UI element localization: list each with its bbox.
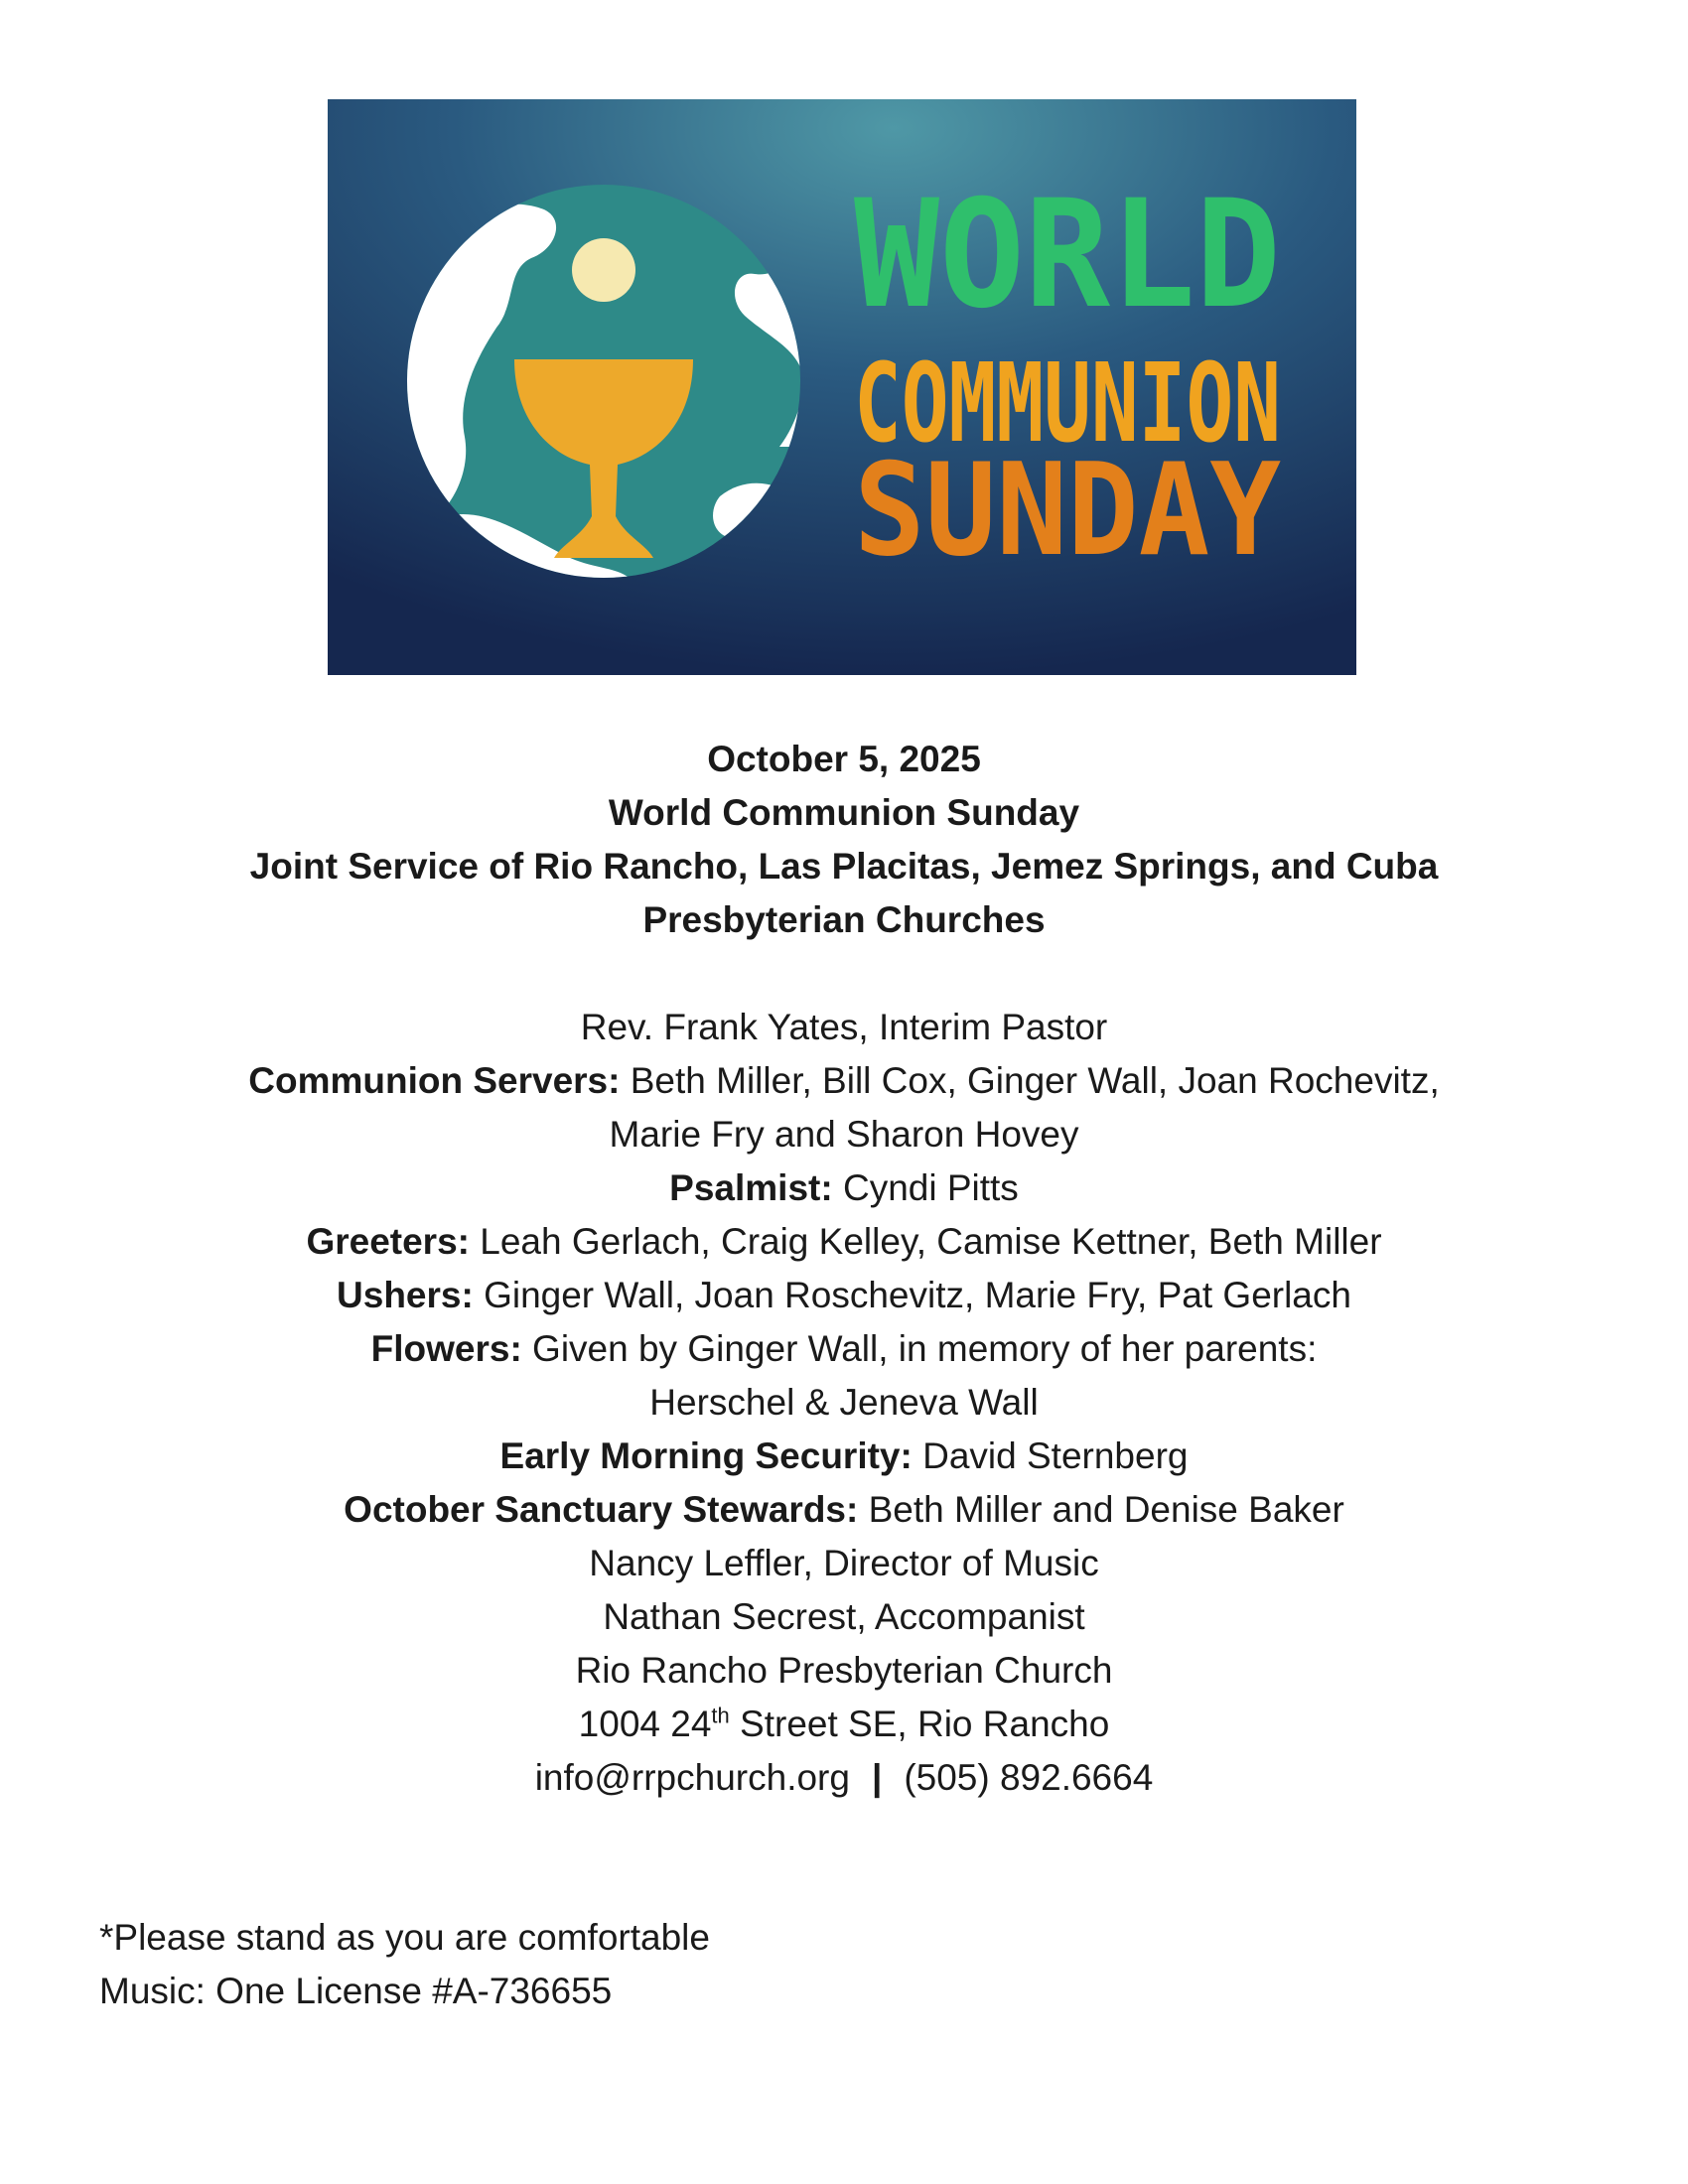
world-communion-sunday-banner bbox=[328, 99, 1356, 675]
greeters-line bbox=[0, 1215, 1688, 1269]
banner-wordmark bbox=[854, 169, 1281, 585]
service-title: World Communion Sunday bbox=[608, 792, 1080, 833]
accompanist-line: Nathan Secrest, Accompanist bbox=[603, 1596, 1085, 1637]
stewards-value: Beth Miller and Denise Baker bbox=[858, 1489, 1344, 1530]
church-address bbox=[0, 1698, 1688, 1751]
service-date: October 5, 2025 bbox=[707, 739, 981, 779]
service-subtitle-line-1: Joint Service of Rio Rancho, Las Placitas, Jemez Springs, and Cuba bbox=[249, 846, 1439, 887]
music-license: Music: One License #A-736655 bbox=[99, 1971, 613, 2011]
communion-servers-line bbox=[0, 1054, 1688, 1108]
ushers-value: Ginger Wall, Joan Roschevitz, Marie Fry, Pat Gerlach bbox=[473, 1275, 1351, 1315]
pastor-line: Rev. Frank Yates, Interim Pastor bbox=[580, 1007, 1108, 1047]
spacer bbox=[0, 947, 1688, 1001]
flowers-line bbox=[0, 1322, 1688, 1376]
wordmark-sunday: SUNDAY bbox=[854, 437, 1281, 585]
communion-servers-value: Beth Miller, Bill Cox, Ginger Wall, Joan Rochevitz, bbox=[620, 1060, 1440, 1101]
flowers-value: Given by Ginger Wall, in memory of her parents: bbox=[521, 1328, 1318, 1369]
address-number: 1004 24 bbox=[578, 1704, 712, 1744]
ushers-line bbox=[0, 1269, 1688, 1322]
stand-note: *Please stand as you are comfortable bbox=[99, 1917, 710, 1958]
address-street: Street SE, Rio Rancho bbox=[729, 1704, 1110, 1744]
wordmark-world: WORLD bbox=[854, 169, 1281, 341]
psalmist-line bbox=[0, 1161, 1688, 1215]
service-subtitle-line-2: Presbyterian Churches bbox=[642, 899, 1046, 940]
bulletin-footer bbox=[99, 1911, 1192, 2018]
psalmist-value: Cyndi Pitts bbox=[832, 1167, 1019, 1208]
church-name: Rio Rancho Presbyterian Church bbox=[575, 1650, 1113, 1691]
church-email: info@rrpchurch.org bbox=[534, 1757, 850, 1798]
sun-icon bbox=[572, 238, 635, 302]
stewards-line bbox=[0, 1483, 1688, 1537]
communion-servers-line-2: Marie Fry and Sharon Hovey bbox=[609, 1114, 1079, 1155]
flowers-line-2: Herschel & Jeneva Wall bbox=[649, 1382, 1039, 1423]
stewards-label: October Sanctuary Stewards: bbox=[344, 1489, 859, 1530]
contact-line bbox=[0, 1751, 1688, 1805]
church-phone: (505) 892.6664 bbox=[904, 1757, 1154, 1798]
psalmist-label: Psalmist: bbox=[669, 1167, 833, 1208]
flowers-label: Flowers: bbox=[370, 1328, 522, 1369]
address-ordinal: th bbox=[711, 1703, 730, 1728]
contact-separator: | bbox=[871, 1757, 883, 1798]
greeters-label: Greeters: bbox=[306, 1221, 470, 1262]
security-line bbox=[0, 1430, 1688, 1483]
banner-artwork bbox=[328, 99, 1356, 675]
wordmark-communion: COMMUNION bbox=[854, 340, 1281, 467]
music-director-line: Nancy Leffler, Director of Music bbox=[589, 1543, 1099, 1583]
bulletin-details bbox=[0, 733, 1688, 1805]
ushers-label: Ushers: bbox=[337, 1275, 474, 1315]
security-label: Early Morning Security: bbox=[499, 1435, 913, 1476]
security-value: David Sternberg bbox=[912, 1435, 1189, 1476]
greeters-value: Leah Gerlach, Craig Kelley, Camise Kettner, Beth Miller bbox=[469, 1221, 1382, 1262]
communion-servers-label: Communion Servers: bbox=[248, 1060, 621, 1101]
